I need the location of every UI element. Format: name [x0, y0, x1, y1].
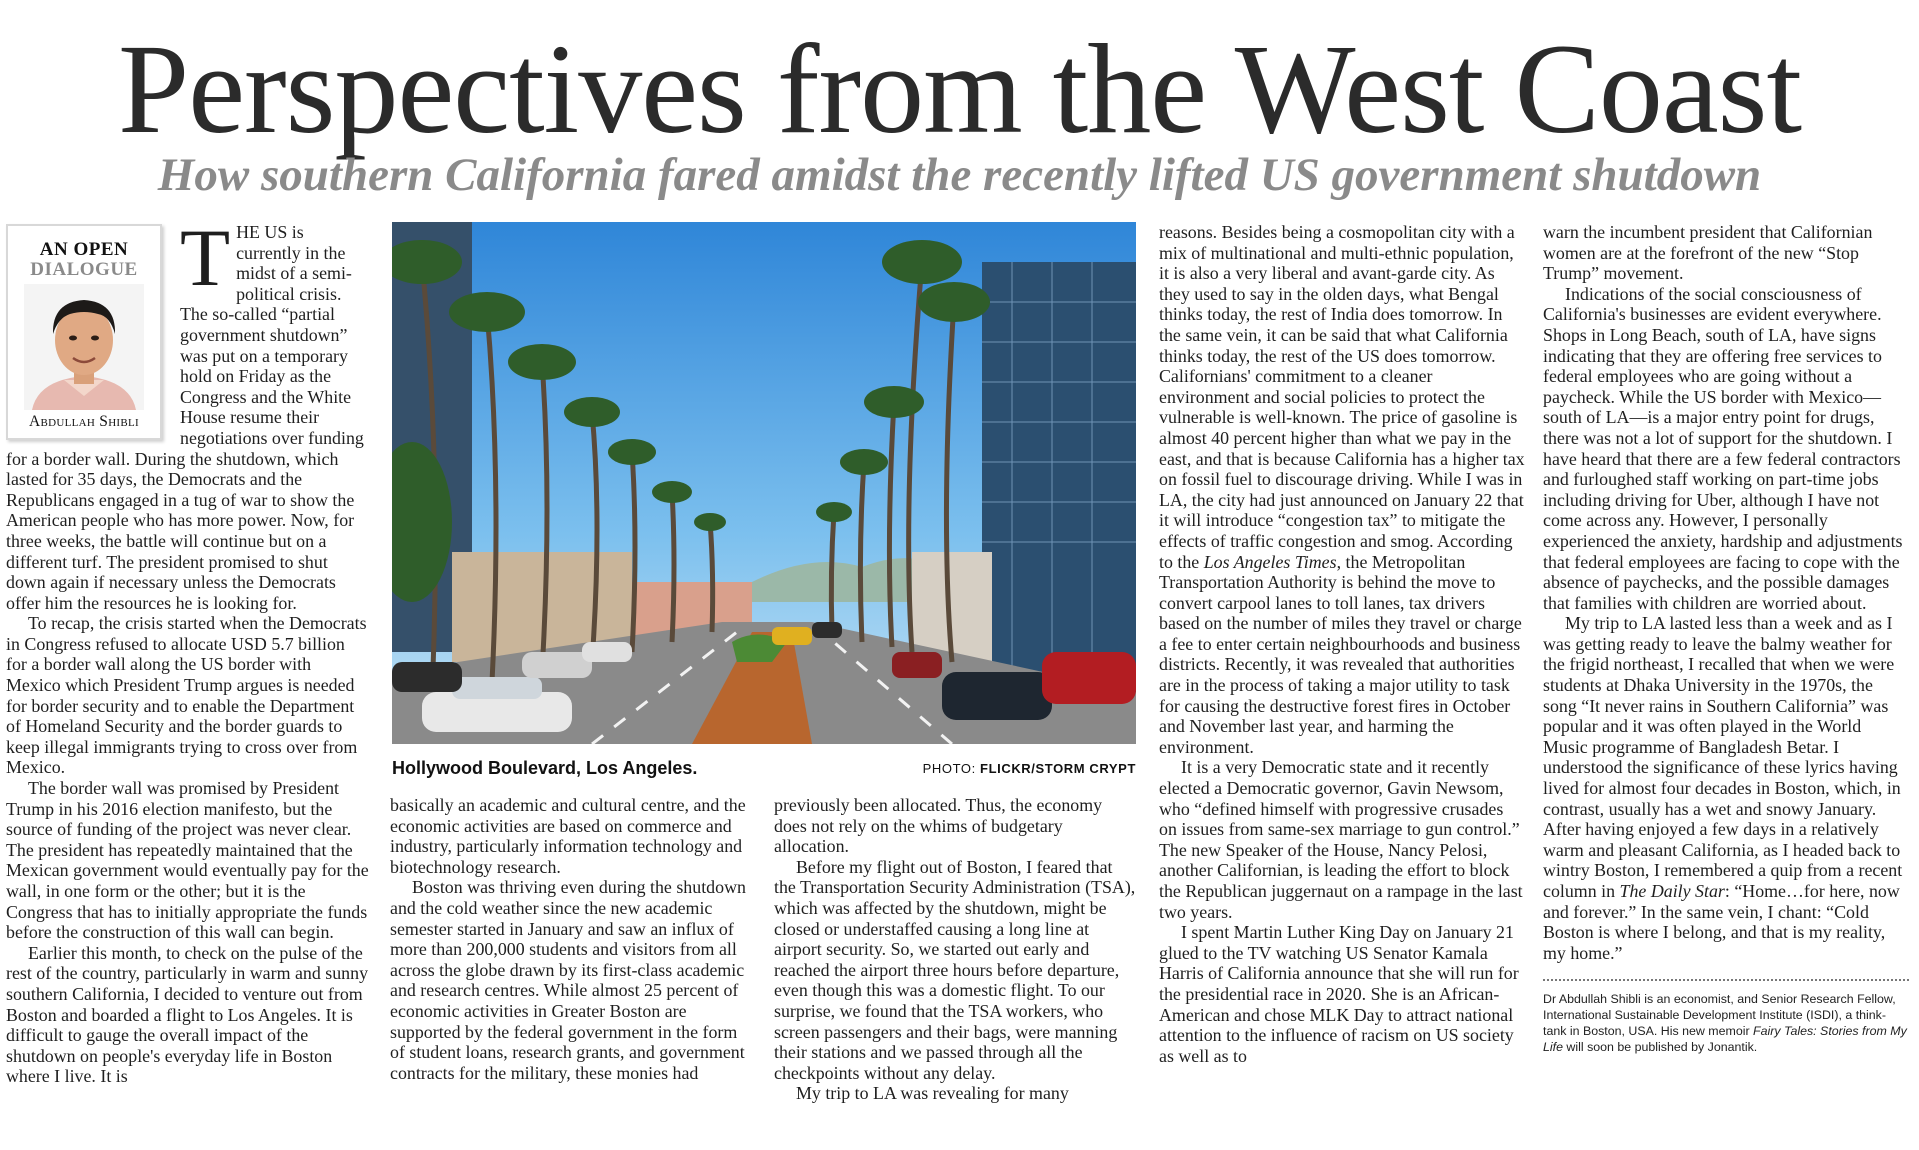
photo-caption: Hollywood Boulevard, Los Angeles.	[392, 758, 698, 778]
author-photo	[24, 284, 144, 410]
paragraph: To recap, the crisis started when the Democrats in Congress refused to allocate USD 5.7 billion for a border wall along the US border with Mexico which President Trump argues is needed for border security and to enable the Department of Homeland Security and the border guards to keep illegal immigrants trying to cross over from Mexico.	[6, 613, 367, 778]
photo-caption-bar	[392, 758, 1136, 780]
author-badge	[6, 224, 162, 440]
badge-line-1: AN OPEN	[39, 239, 129, 260]
paragraph: Boston was thriving even during the shutdown and the cold weather since the new academic semester started in January and saw an influx of more than 200,000 students and visitors from all across the globe drawn by its first-class academic and research centres. While almost 25 percent of economic activities in Greater Boston are supported by the federal government in the form of student loans, research grants, and government contracts for the military, these monies had	[390, 877, 746, 1083]
paragraph: basically an academic and cultural centre, and the economic activities are based on commerce and industry, particularly information technology and biotechnology research.	[390, 795, 746, 877]
paragraph: Earlier this month, to check on the pulse of the rest of the country, particularly in warm and sunny southern California, I decided to venture out from Boston and boarded a flight to Los Angeles. It is difficult to gauge the overall impact of the shutdown on people's everyday life in Boston where I live. It is	[6, 942, 369, 1087]
paragraph: previously been allocated. Thus, the economy does not rely on the whims of budgetary allocation.	[774, 795, 1103, 857]
author-name: Abdullah Shibli	[28, 413, 140, 430]
paragraph: warn the incumbent president that Californian women are at the forefront of the new “Stop Trump” movement.	[1543, 222, 1873, 284]
paragraph: Before my flight out of Boston, I feared that the Transportation Security Administration (TSA), which was affected by the shutdown, might be closed or understaffed causing a long line at airport security. So, we started out early and reached the airport three hours before departure, even though this was a domestic flight. To our surprise, we found that the TSA workers, who screen passengers and their bags, were manning their stations and we passed through all the checkpoints without any delay.	[774, 856, 1136, 1083]
column-1	[6, 212, 370, 1087]
column-4	[1159, 222, 1525, 1066]
paragraph: My trip to LA was revealing for many	[796, 1083, 1069, 1104]
paragraph: It is a very Democratic state and it recently elected a Democratic governor, Gavin Newsom, who “defined himself with progressive crusades on issues from same-sex marriage to gun control.” The new Speaker of the House, Nancy Pelosi, another Californian, is leading the effort to block the Republican juggernaut on a rampage in the last two years.	[1159, 757, 1523, 922]
column-2	[390, 795, 752, 1083]
drop-cap: T	[180, 212, 231, 303]
paragraph: I spent Martin Luther King Day on January 21 glued to the TV watching US Senator Kamala Harris of California announce that she will run for the presidential race in 2020. She is an African-American and chose MLK Day to attract national attention to the influence of racism on US society as well as to	[1159, 922, 1519, 1066]
paragraph: reasons. Besides being a cosmopolitan city with a mix of multinational and multi-ethnic population, it is also a very liberal and avant-garde city. As they used to say in the olden days, what Bengal thinks today, the rest of India does tomorrow. In the same vein, it can be said that what California thinks today, the rest of the US does tomorrow. Californians' commitment to a cleaner environment and social policies to protect the vulnerable is well-known. The price of gasoline is almost 40 percent higher than what we pay in the east, and that is because California has a higher tax on fossil fuel to discourage driving. While I was in LA, the city had just announced on January 22 that it will introduce “congestion tax” to mitigate the effects of traffic congestion and smog. According to the Los Angeles Times, the Metropolitan Transportation Authority is behind the move to convert carpool lanes to toll lanes, tax drivers based on the number of miles they travel or charge a fee to enter certain neighbourhoods and business districts. Recently, it was revealed that authorities are in the process of taking a major utility to task for causing the destructive forest fires in October and November last year, and harming the environment.	[1159, 222, 1525, 757]
author-bio: Dr Abdullah Shibli is an economist, and Senior Research Fellow, International Sustainable Development Institute (ISDI), a think-tank in Boston, USA. His new memoir Fairy Tales: Stories from My Life will soon be published by Jonantik.	[1543, 979, 1909, 1055]
paragraph: THE US is currently in the midst of a semi-political crisis. The so-called “partial government shutdown” was put on a temporary hold on Friday as the Congress and the White House resume their negotiations over funding for a border wall. During the shutdown, which lasted for 35 days, the Democrats and the Republicans engaged in a tug of war to show the American people who has more power. Now, for three weeks, the battle will continue but on a different turf. The president promised to shut down again if necessary unless the Democrats offer him the resources he is looking for.	[6, 212, 364, 613]
paragraph: My trip to LA lasted less than a week and as I was getting ready to leave the balmy weather for the frigid northeast, I recalled that when we were students at Dhaka University in the 1970s, the song “It never rains in Southern California” was popular and it was often played in the World Music programme of Bangladesh Betar. I understood the significance of these lyrics having lived for almost four decades in Boston, which, in contrast, usually has a wet and snowy January. After having enjoyed a few days in a relatively warm and pleasant California, as I headed back to wintry Boston, I remembered a quip from a recent column in The Daily Star: “Home…for here, now and forever.” In the same vein, I chant: “Cold Boston is where I belong, and that is my reality, my home.”	[1543, 613, 1903, 963]
paragraph: Indications of the social consciousness of California's businesses are evident everywhere. Shops in Long Beach, south of LA, have signs indicating that they are offering free services to federal employees who are going without a paycheck. While the US border with Mexico—south of LA—is a major entry point for drugs, there was not a lot of support for the shutdown. I have heard that there are a few federal contractors and furloughed staff working on part-time jobs including driving for Uber, although I have not come across any. However, I personally experienced the anxiety, hardship and adjustments that federal employees are facing to cope with the absence of paychecks, and the possible damages that families with children are worried about.	[1543, 283, 1903, 613]
badge-line-2: DIALOGUE	[30, 259, 138, 280]
headline: Perspectives from the West Coast	[118, 18, 1801, 160]
paragraph: The border wall was promised by President Trump in his 2016 election manifesto, but the source of funding of the project was never clear. The president has repeatedly maintained that the Mexican government would eventually pay for the wall, in one form or the other; but it is the Congress that has to initially appropriate the funds before the construction of this wall can begin.	[6, 778, 369, 943]
column-5	[1543, 222, 1909, 1055]
photo-credit: PHOTO: FLICKR/STORM CRYPT	[922, 761, 1136, 776]
subheadline: How southern California fared amidst the recently lifted US government shutdown	[157, 149, 1762, 201]
street-photo	[392, 222, 1136, 744]
column-3	[774, 795, 1138, 1104]
